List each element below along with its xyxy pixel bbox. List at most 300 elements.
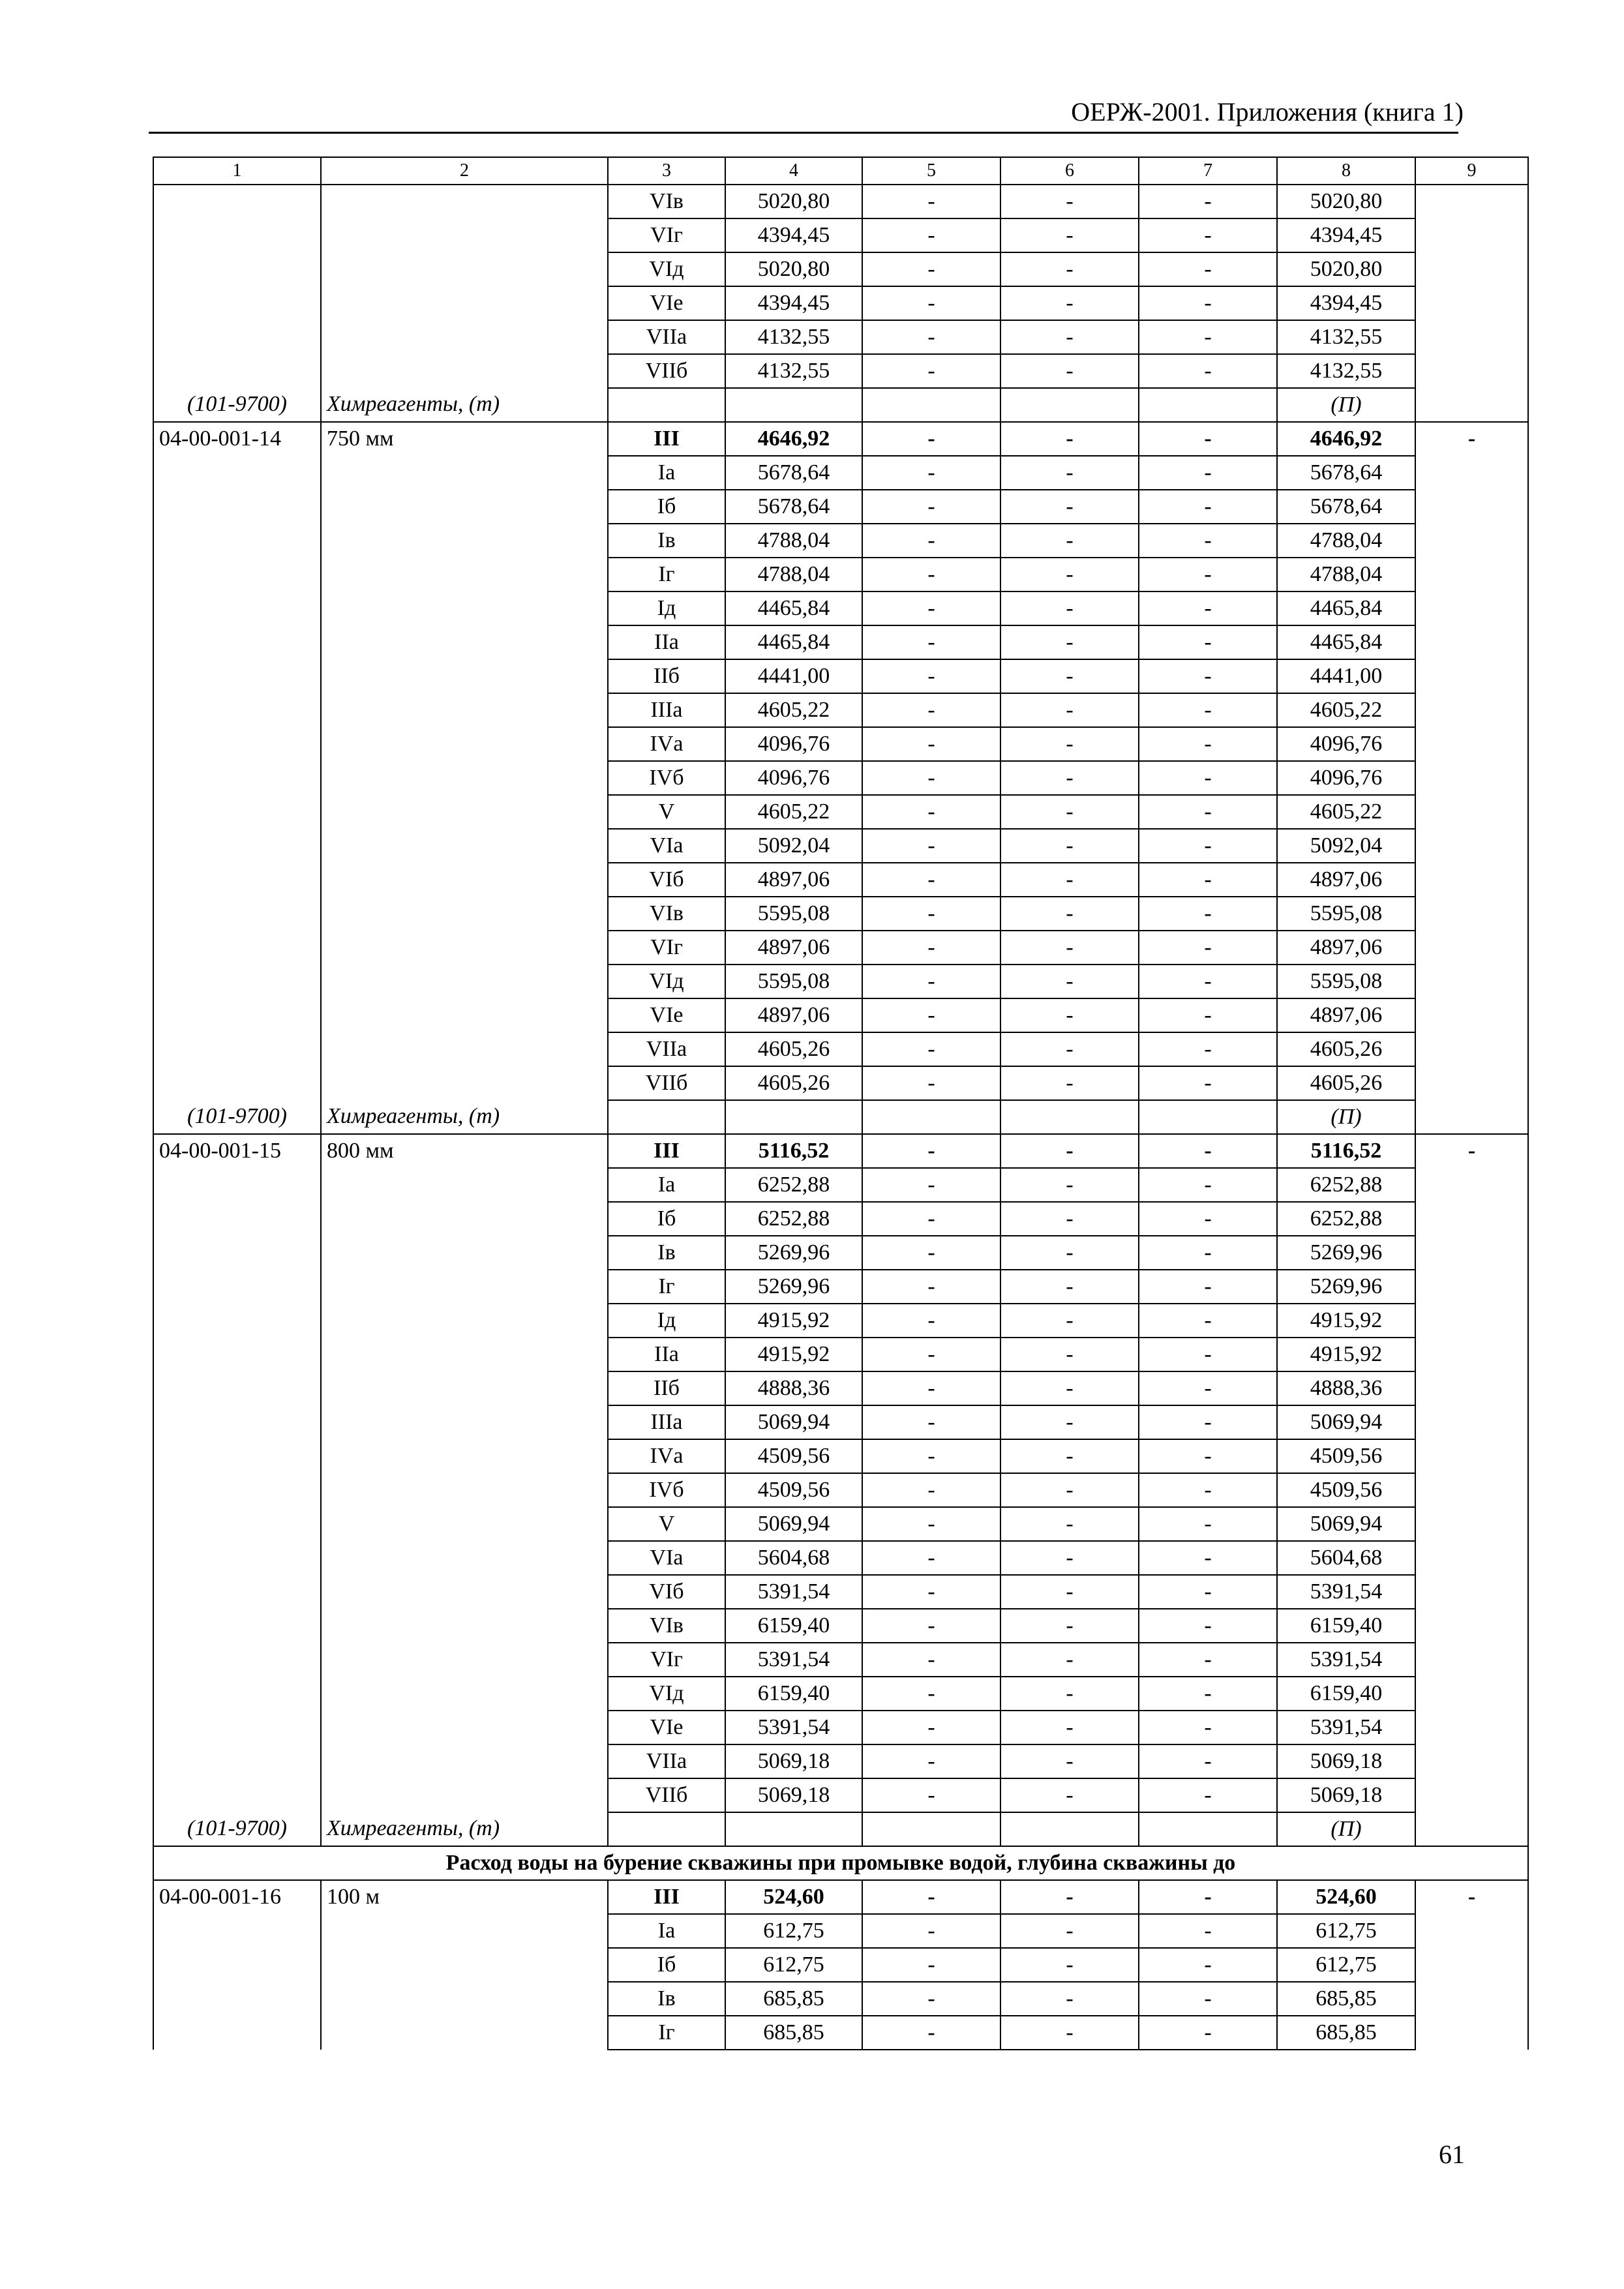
- terrain-category: Iа: [608, 456, 725, 490]
- materials-cost: 5069,94: [1277, 1405, 1415, 1439]
- terrain-category: Iг: [608, 2016, 725, 2050]
- resource-code: (101-9700): [153, 1100, 321, 1134]
- materials-cost: 4788,04: [1277, 558, 1415, 591]
- column-number: 3: [608, 157, 725, 185]
- cost-col-6: -: [1000, 931, 1139, 965]
- table-row: [153, 1168, 1528, 1202]
- cost-col-5: -: [862, 761, 1000, 795]
- norm-code-cell: [153, 1982, 321, 2016]
- table-row: [153, 1405, 1528, 1439]
- materials-cost: 685,85: [1277, 1982, 1415, 2016]
- norm-name-cell: [321, 1677, 608, 1711]
- cost-col-7: -: [1139, 218, 1277, 252]
- table-row: [153, 1914, 1528, 1948]
- empty-cell: [608, 388, 725, 422]
- cost-col-7: -: [1139, 1066, 1277, 1100]
- norm-code-cell: [153, 1575, 321, 1609]
- cost-col-5: -: [862, 320, 1000, 354]
- cost-col-5: -: [862, 185, 1000, 218]
- cost-col-7: -: [1139, 965, 1277, 998]
- materials-cost: 4605,22: [1277, 693, 1415, 727]
- table-row: [153, 1711, 1528, 1744]
- materials-cost: 5269,96: [1277, 1270, 1415, 1304]
- total-cost: 5391,54: [725, 1643, 862, 1677]
- cost-col-6: -: [1000, 490, 1139, 524]
- table-row: [153, 2016, 1528, 2050]
- terrain-category: VIIа: [608, 1032, 725, 1066]
- cost-col-5: -: [862, 829, 1000, 863]
- cost-col-6: -: [1000, 1541, 1139, 1575]
- cost-col-5: -: [862, 1880, 1000, 1914]
- cost-col-5: -: [862, 1778, 1000, 1812]
- cost-col-7: -: [1139, 1507, 1277, 1541]
- total-cost: 4096,76: [725, 727, 862, 761]
- labor-cost-cell: [1415, 1982, 1528, 2016]
- cost-col-5: -: [862, 1473, 1000, 1507]
- cost-col-5: -: [862, 286, 1000, 320]
- materials-cost: 4096,76: [1277, 727, 1415, 761]
- norm-code-cell: [153, 558, 321, 591]
- materials-cost: 4394,45: [1277, 286, 1415, 320]
- norm-code-cell: [153, 693, 321, 727]
- table-row: [153, 1066, 1528, 1100]
- norm-name-cell: [321, 591, 608, 625]
- cost-col-7: -: [1139, 1541, 1277, 1575]
- cost-col-7: -: [1139, 320, 1277, 354]
- total-cost: 4897,06: [725, 931, 862, 965]
- total-cost: 4132,55: [725, 354, 862, 388]
- cost-col-6: -: [1000, 252, 1139, 286]
- norm-name-cell: [321, 1914, 608, 1948]
- labor-cost-cell: [1415, 252, 1528, 286]
- total-cost: 6159,40: [725, 1677, 862, 1711]
- norm-name-cell: [321, 1338, 608, 1371]
- cost-col-7: -: [1139, 1202, 1277, 1236]
- norm-name-cell: [321, 185, 608, 218]
- materials-cost: 4605,26: [1277, 1032, 1415, 1066]
- materials-cost: 5069,94: [1277, 1507, 1415, 1541]
- norm-code-cell: [153, 1439, 321, 1473]
- cost-col-7: -: [1139, 1880, 1277, 1914]
- column-number: 1: [153, 157, 321, 185]
- cost-col-7: -: [1139, 1371, 1277, 1405]
- cost-col-5: -: [862, 490, 1000, 524]
- norm-code: 04-00-001-14: [153, 422, 321, 456]
- labor-cost-cell: [1415, 659, 1528, 693]
- total-cost: 4897,06: [725, 998, 862, 1032]
- cost-col-7: -: [1139, 252, 1277, 286]
- labor-cost-cell: [1415, 693, 1528, 727]
- table-row: [153, 1202, 1528, 1236]
- norm-code-cell: [153, 1711, 321, 1744]
- total-cost: 4441,00: [725, 659, 862, 693]
- terrain-category: IVа: [608, 1439, 725, 1473]
- cost-col-7: -: [1139, 931, 1277, 965]
- terrain-category: Iд: [608, 591, 725, 625]
- terrain-category: VIв: [608, 185, 725, 218]
- price-table: [153, 157, 1529, 2050]
- labor-cost-cell: [1415, 591, 1528, 625]
- materials-cost: 4465,84: [1277, 625, 1415, 659]
- norm-code-cell: [153, 1304, 321, 1338]
- cost-col-6: -: [1000, 1677, 1139, 1711]
- cost-col-5: -: [862, 456, 1000, 490]
- cost-col-6: -: [1000, 693, 1139, 727]
- total-cost: 5069,94: [725, 1405, 862, 1439]
- table-row: [153, 829, 1528, 863]
- cost-col-7: -: [1139, 1405, 1277, 1439]
- table-row: [153, 625, 1528, 659]
- total-cost: 4394,45: [725, 218, 862, 252]
- cost-col-6: -: [1000, 286, 1139, 320]
- norm-name-cell: [321, 286, 608, 320]
- norm-code-cell: [153, 761, 321, 795]
- cost-col-5: -: [862, 931, 1000, 965]
- terrain-category: VIв: [608, 897, 725, 931]
- norm-name-cell: [321, 1711, 608, 1744]
- table-row: [153, 795, 1528, 829]
- norm-code-cell: [153, 185, 321, 218]
- table-row: [153, 1643, 1528, 1677]
- empty-cell: [1415, 388, 1528, 422]
- terrain-category: VIе: [608, 286, 725, 320]
- terrain-category: IVб: [608, 1473, 725, 1507]
- cost-col-5: -: [862, 1677, 1000, 1711]
- terrain-category: VIд: [608, 965, 725, 998]
- materials-cost: 4897,06: [1277, 863, 1415, 897]
- empty-cell: [1415, 1812, 1528, 1846]
- cost-col-7: -: [1139, 1575, 1277, 1609]
- cost-col-6: -: [1000, 1473, 1139, 1507]
- total-cost: 5391,54: [725, 1711, 862, 1744]
- cost-col-7: -: [1139, 1914, 1277, 1948]
- cost-col-6: -: [1000, 354, 1139, 388]
- table-row: [153, 456, 1528, 490]
- cost-col-7: -: [1139, 422, 1277, 456]
- norm-code-cell: [153, 1609, 321, 1643]
- empty-cell: [1000, 388, 1139, 422]
- materials-cost: 4132,55: [1277, 354, 1415, 388]
- terrain-category: VIе: [608, 1711, 725, 1744]
- cost-col-5: -: [862, 1371, 1000, 1405]
- cost-col-7: -: [1139, 558, 1277, 591]
- table-row: [153, 524, 1528, 558]
- norm-name-cell: [321, 931, 608, 965]
- total-cost: 4888,36: [725, 1371, 862, 1405]
- terrain-category: Iб: [608, 1948, 725, 1982]
- materials-cost: 4441,00: [1277, 659, 1415, 693]
- materials-cost: 5116,52: [1277, 1134, 1415, 1168]
- empty-cell: [1139, 388, 1277, 422]
- terrain-category: Iв: [608, 524, 725, 558]
- norm-name-cell: [321, 965, 608, 998]
- cost-col-6: -: [1000, 1643, 1139, 1677]
- cost-col-5: -: [862, 1236, 1000, 1270]
- cost-col-5: -: [862, 625, 1000, 659]
- table-row: [153, 897, 1528, 931]
- total-cost: 5020,80: [725, 185, 862, 218]
- cost-col-6: -: [1000, 185, 1139, 218]
- norm-code-cell: [153, 659, 321, 693]
- table-row: [153, 1473, 1528, 1507]
- norm-name-cell: [321, 1371, 608, 1405]
- cost-col-7: -: [1139, 1473, 1277, 1507]
- table-row: [153, 320, 1528, 354]
- resource-name: Химреагенты, (т): [321, 388, 608, 422]
- column-number: 9: [1415, 157, 1528, 185]
- norm-code: 04-00-001-16: [153, 1880, 321, 1914]
- cost-col-7: -: [1139, 659, 1277, 693]
- cost-col-7: -: [1139, 1982, 1277, 2016]
- total-cost: 5595,08: [725, 965, 862, 998]
- terrain-category: VIа: [608, 829, 725, 863]
- cost-col-7: -: [1139, 1609, 1277, 1643]
- terrain-category: VIIб: [608, 354, 725, 388]
- column-number: 8: [1277, 157, 1415, 185]
- empty-cell: [725, 1100, 862, 1134]
- norm-code-cell: [153, 1236, 321, 1270]
- labor-cost-cell: [1415, 727, 1528, 761]
- materials-cost: 524,60: [1277, 1880, 1415, 1914]
- norm-name-cell: [321, 1304, 608, 1338]
- norm-name-cell: [321, 1744, 608, 1778]
- table-row: [153, 1032, 1528, 1066]
- table-row: [153, 1575, 1528, 1609]
- norm-code-cell: [153, 1507, 321, 1541]
- labor-cost-cell: [1415, 1575, 1528, 1609]
- cost-col-6: -: [1000, 1609, 1139, 1643]
- table-row: [153, 591, 1528, 625]
- norm-code-cell: [153, 1270, 321, 1304]
- cost-col-5: -: [862, 2016, 1000, 2050]
- terrain-category: IIа: [608, 625, 725, 659]
- norm-name-cell: [321, 1405, 608, 1439]
- materials-cost: 4509,56: [1277, 1473, 1415, 1507]
- cost-col-7: -: [1139, 625, 1277, 659]
- cost-col-5: -: [862, 1304, 1000, 1338]
- cost-col-6: -: [1000, 1914, 1139, 1948]
- norm-code-cell: [153, 1168, 321, 1202]
- labor-cost: -: [1415, 1880, 1528, 1914]
- labor-cost-cell: [1415, 897, 1528, 931]
- empty-cell: [862, 388, 1000, 422]
- norm-code-cell: [153, 1473, 321, 1507]
- table-row: [153, 558, 1528, 591]
- table-row: [153, 1677, 1528, 1711]
- labor-cost-cell: [1415, 1711, 1528, 1744]
- cost-col-6: -: [1000, 1032, 1139, 1066]
- cost-col-5: -: [862, 1575, 1000, 1609]
- empty-cell: [1139, 1100, 1277, 1134]
- table-row: [153, 422, 1528, 456]
- terrain-category: VIв: [608, 1609, 725, 1643]
- labor-cost-cell: [1415, 1744, 1528, 1778]
- labor-cost-cell: [1415, 965, 1528, 998]
- terrain-category: Iв: [608, 1982, 725, 2016]
- terrain-category: Iа: [608, 1914, 725, 1948]
- cost-col-7: -: [1139, 1744, 1277, 1778]
- norm-code-cell: [153, 1744, 321, 1778]
- material-resource-row: [153, 1812, 1528, 1846]
- column-number: 4: [725, 157, 862, 185]
- terrain-category: Iв: [608, 1236, 725, 1270]
- cost-col-6: -: [1000, 218, 1139, 252]
- total-cost: 6159,40: [725, 1609, 862, 1643]
- cost-col-7: -: [1139, 795, 1277, 829]
- materials-cost: 5020,80: [1277, 252, 1415, 286]
- norm-name-cell: [321, 456, 608, 490]
- cost-col-5: -: [862, 1066, 1000, 1100]
- cost-col-5: -: [862, 795, 1000, 829]
- norm-name-cell: [321, 558, 608, 591]
- materials-cost: 5595,08: [1277, 965, 1415, 998]
- table-row: [153, 490, 1528, 524]
- table-row: [153, 1439, 1528, 1473]
- total-cost: 5069,94: [725, 1507, 862, 1541]
- norm-code-cell: [153, 625, 321, 659]
- total-cost: 4646,92: [725, 422, 862, 456]
- cost-col-6: -: [1000, 829, 1139, 863]
- terrain-category: Iг: [608, 558, 725, 591]
- labor-cost-cell: [1415, 931, 1528, 965]
- cost-col-5: -: [862, 1202, 1000, 1236]
- total-cost: 5595,08: [725, 897, 862, 931]
- materials-cost: 5069,18: [1277, 1778, 1415, 1812]
- cost-col-6: -: [1000, 863, 1139, 897]
- labor-cost-cell: [1415, 1948, 1528, 1982]
- total-cost: 612,75: [725, 1948, 862, 1982]
- cost-col-7: -: [1139, 829, 1277, 863]
- norm-name-cell: [321, 1168, 608, 1202]
- column-number: 5: [862, 157, 1000, 185]
- labor-cost-cell: [1415, 1914, 1528, 1948]
- resource-name: Химреагенты, (т): [321, 1812, 608, 1846]
- total-cost: 5092,04: [725, 829, 862, 863]
- norm-name-cell: [321, 863, 608, 897]
- total-cost: 4394,45: [725, 286, 862, 320]
- norm-code-cell: [153, 1032, 321, 1066]
- cost-col-6: -: [1000, 625, 1139, 659]
- materials-cost: 5595,08: [1277, 897, 1415, 931]
- norm-name-cell: [321, 1270, 608, 1304]
- terrain-category: VIе: [608, 998, 725, 1032]
- cost-col-5: -: [862, 1507, 1000, 1541]
- cost-col-7: -: [1139, 1439, 1277, 1473]
- labor-cost-cell: [1415, 1473, 1528, 1507]
- empty-cell: [608, 1100, 725, 1134]
- table-row: [153, 1507, 1528, 1541]
- cost-col-7: -: [1139, 354, 1277, 388]
- cost-col-7: -: [1139, 456, 1277, 490]
- norm-code-cell: [153, 1643, 321, 1677]
- materials-cost: 6252,88: [1277, 1202, 1415, 1236]
- empty-cell: [725, 1812, 862, 1846]
- labor-cost: -: [1415, 422, 1528, 456]
- norm-code-cell: [153, 727, 321, 761]
- table-row: [153, 1982, 1528, 2016]
- cost-col-6: -: [1000, 1236, 1139, 1270]
- cost-col-6: -: [1000, 659, 1139, 693]
- norm-code-cell: [153, 591, 321, 625]
- cost-col-5: -: [862, 422, 1000, 456]
- norm-name-cell: [321, 1473, 608, 1507]
- cost-col-7: -: [1139, 1677, 1277, 1711]
- empty-cell: [1000, 1100, 1139, 1134]
- norm-code-cell: [153, 897, 321, 931]
- materials-cost: 4897,06: [1277, 998, 1415, 1032]
- terrain-category: IIб: [608, 1371, 725, 1405]
- cost-col-6: -: [1000, 1168, 1139, 1202]
- cost-col-7: -: [1139, 1948, 1277, 1982]
- cost-col-5: -: [862, 1609, 1000, 1643]
- table-row: [153, 185, 1528, 218]
- terrain-category: V: [608, 795, 725, 829]
- empty-cell: [1000, 1812, 1139, 1846]
- labor-cost-cell: [1415, 1032, 1528, 1066]
- cost-col-6: -: [1000, 1778, 1139, 1812]
- norm-code-cell: [153, 456, 321, 490]
- norm-code-cell: [153, 320, 321, 354]
- cost-col-5: -: [862, 1643, 1000, 1677]
- norm-name: 800 мм: [321, 1134, 608, 1168]
- labor-cost-cell: [1415, 1405, 1528, 1439]
- labor-cost-cell: [1415, 795, 1528, 829]
- cost-col-6: -: [1000, 558, 1139, 591]
- table-row: [153, 252, 1528, 286]
- norm-code-cell: [153, 354, 321, 388]
- norm-name: 750 мм: [321, 422, 608, 456]
- labor-cost-cell: [1415, 558, 1528, 591]
- cost-col-6: -: [1000, 998, 1139, 1032]
- norm-code-cell: [153, 1405, 321, 1439]
- header-rule: [149, 132, 1458, 134]
- norm-code-cell: [153, 1948, 321, 1982]
- table-row: [153, 286, 1528, 320]
- norm-name-cell: [321, 218, 608, 252]
- materials-cost: 6159,40: [1277, 1677, 1415, 1711]
- cost-col-5: -: [862, 1168, 1000, 1202]
- materials-cost: 5678,64: [1277, 490, 1415, 524]
- cost-col-6: -: [1000, 1711, 1139, 1744]
- norm-code-cell: [153, 1541, 321, 1575]
- table-row: [153, 727, 1528, 761]
- cost-col-7: -: [1139, 185, 1277, 218]
- labor-cost-cell: [1415, 863, 1528, 897]
- total-cost: 5069,18: [725, 1778, 862, 1812]
- table-row: [153, 1304, 1528, 1338]
- norm-code-cell: [153, 1066, 321, 1100]
- terrain-category: III: [608, 422, 725, 456]
- terrain-category: VIIа: [608, 320, 725, 354]
- cost-col-5: -: [862, 1914, 1000, 1948]
- empty-cell: [862, 1100, 1000, 1134]
- cost-col-7: -: [1139, 897, 1277, 931]
- total-cost: 4509,56: [725, 1439, 862, 1473]
- total-cost: 5391,54: [725, 1575, 862, 1609]
- materials-cost: 4509,56: [1277, 1439, 1415, 1473]
- cost-col-6: -: [1000, 1744, 1139, 1778]
- section-title-row: [153, 1846, 1528, 1880]
- norm-name-cell: [321, 727, 608, 761]
- total-cost: 4788,04: [725, 558, 862, 591]
- norm-name-cell: [321, 1236, 608, 1270]
- terrain-category: VIг: [608, 218, 725, 252]
- table-row: [153, 354, 1528, 388]
- table-row: [153, 931, 1528, 965]
- total-cost: 5678,64: [725, 490, 862, 524]
- table-row: [153, 998, 1528, 1032]
- total-cost: 685,85: [725, 1982, 862, 2016]
